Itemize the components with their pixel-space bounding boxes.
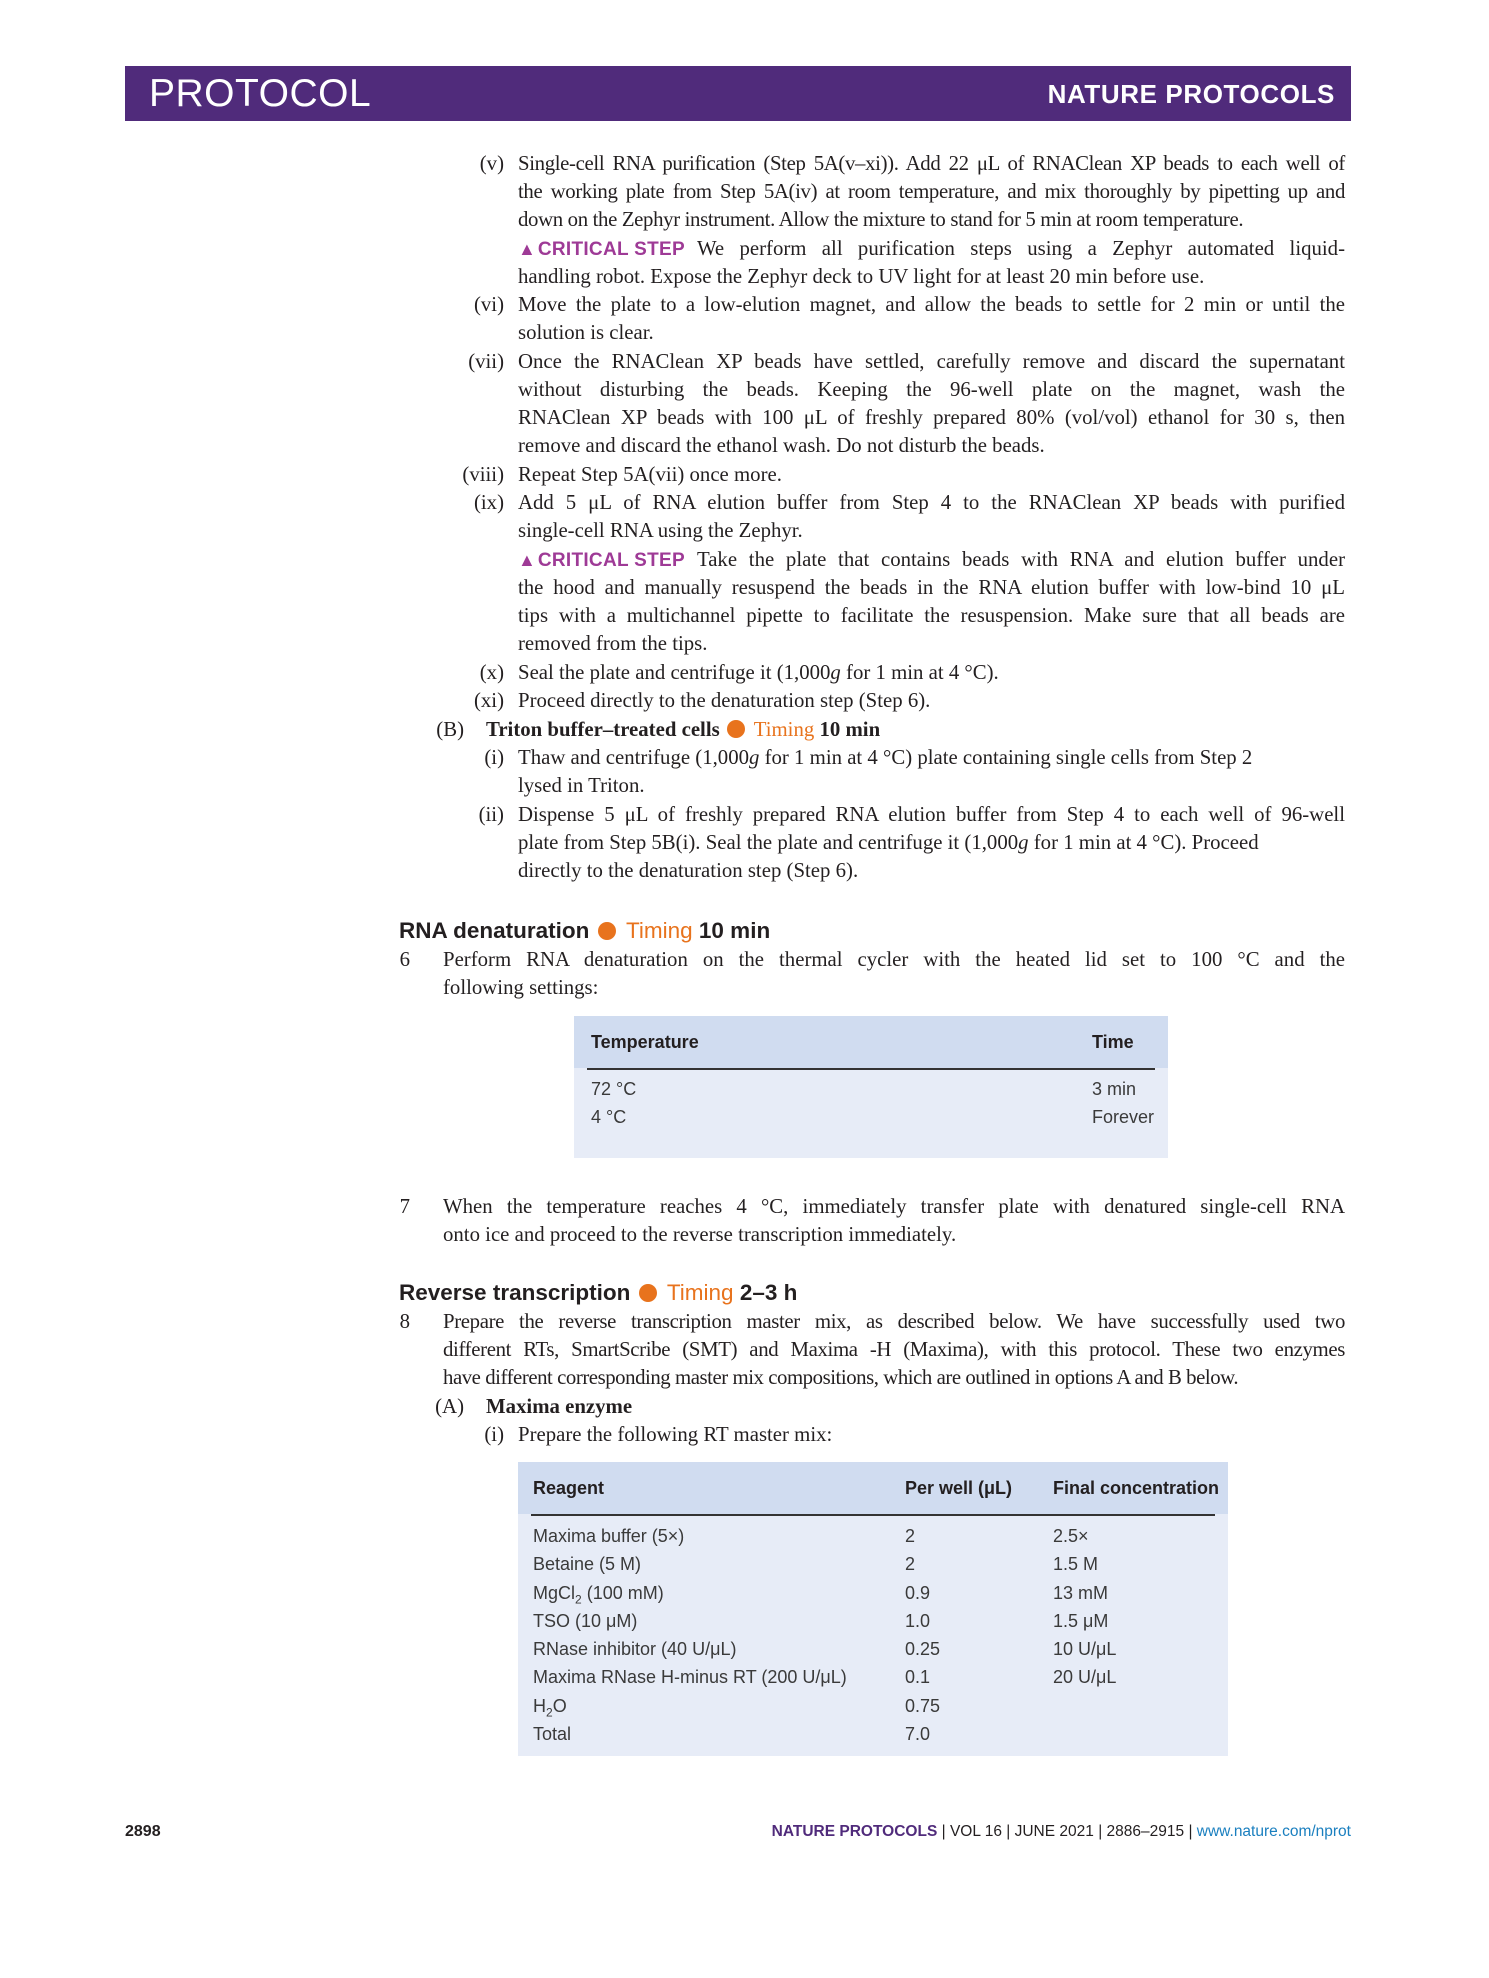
table-cell: Maxima RNase H-minus RT (200 U/μL)	[533, 1667, 847, 1687]
step-number: 7	[399, 1195, 410, 1218]
critical-step-text: Take the plate that contains beads with RNA and elution buffer under	[696, 548, 1345, 571]
option-label: (B)	[436, 718, 464, 741]
critical-step-label: CRITICAL STEP	[537, 550, 685, 571]
table-cell: 1.5 M	[1053, 1554, 1099, 1574]
timing-value: 10 min	[698, 918, 771, 943]
text-line: Move the plate to a low-elution magnet, and allow the beads to settle for 2 min or until the	[518, 293, 1345, 316]
footer-volume: VOL 16	[949, 1823, 1002, 1840]
table-cell: Betaine (5 M)	[533, 1554, 642, 1574]
timing-dot-icon	[727, 720, 745, 738]
table-cell: 72 °C	[591, 1079, 637, 1099]
text-line: different RTs, SmartScribe (SMT) and Maxima -H (Maxima), with this protocol. These two enzymes	[443, 1338, 1345, 1361]
text-line: single-cell RNA using the Zephyr.	[518, 519, 803, 542]
text-line: onto ice and proceed to the reverse transcription immediately.	[443, 1223, 957, 1246]
text-line: Thaw and centrifuge (1,000g for 1 min at 4 °C) plate containing single cells from Step 2	[518, 746, 1253, 769]
text-line: down on the Zephyr instrument. Allow the mixture to stand for 5 min at room temperature.	[518, 208, 1244, 231]
column-header: Temperature	[591, 1032, 699, 1052]
timing-label: Timing	[625, 918, 693, 943]
item-number: (i)	[484, 746, 504, 769]
timing-label: Timing	[753, 718, 815, 741]
critical-step-line	[518, 235, 1345, 264]
section-title: PROTOCOL	[149, 72, 372, 115]
item-number: (i)	[484, 1423, 504, 1446]
item-number: (ix)	[473, 491, 504, 514]
text-line: Single-cell RNA purification (Step 5A(v–xi)). Add 22 μL of RNAClean XP beads to each well of	[518, 152, 1345, 175]
footer-journal: NATURE PROTOCOLS	[771, 1823, 938, 1840]
table-cell: 13 mM	[1053, 1583, 1109, 1603]
table-cell: RNase inhibitor (40 U/μL)	[533, 1639, 737, 1659]
footer-date: JUNE 2021	[1014, 1823, 1094, 1840]
table-cell: Forever	[1092, 1107, 1155, 1127]
table-cell: 1.0	[905, 1611, 931, 1631]
critical-step-text: handling robot. Expose the Zephyr deck to UV light for at least 20 min before use.	[518, 265, 1205, 288]
footer-url-link[interactable]: www.nature.com/nprot	[1196, 1823, 1351, 1840]
critical-step-text: the hood and manually resuspend the beads in the RNA elution buffer with low-bind 10 μL	[518, 576, 1345, 599]
table-cell: Total	[533, 1724, 572, 1744]
table-cell: 2	[905, 1526, 916, 1546]
item-number: (viii)	[462, 463, 504, 486]
text-line: When the temperature reaches 4 °C, immediately transfer plate with denatured single-cell RNA	[443, 1195, 1345, 1218]
critical-step-text: We perform all purification steps using a Zephyr automated liquid-	[696, 237, 1345, 260]
table-cell: 0.25	[905, 1639, 941, 1659]
timing-dot-icon	[598, 922, 616, 940]
option-title-line	[486, 716, 880, 744]
option-title: Maxima enzyme	[486, 1395, 633, 1418]
option-title: Triton buffer–treated cells	[486, 718, 720, 741]
item-number: (x)	[479, 661, 504, 684]
timing-value: 10 min	[819, 718, 881, 741]
text-line: Repeat Step 5A(vii) once more.	[518, 463, 782, 486]
text-line: plate from Step 5B(i). Seal the plate and centrifuge it (1,000g for 1 min at 4 °C). Proceed	[518, 831, 1259, 854]
footer-pages: 2886–2915	[1106, 1823, 1185, 1840]
table-cell: 0.1	[905, 1667, 931, 1687]
option-label: (A)	[435, 1395, 464, 1418]
step-number: 8	[399, 1310, 410, 1333]
text-line: without disturbing the beads. Keeping the 96-well plate on the magnet, wash the	[518, 378, 1345, 401]
table-cell: Maxima buffer (5×)	[533, 1526, 685, 1546]
text-line: Prepare the following RT master mix:	[518, 1423, 833, 1446]
page-number: 2898	[125, 1823, 161, 1840]
item-number: (v)	[479, 152, 504, 175]
table-cell: 7.0	[905, 1724, 931, 1744]
footer-citation: NATURE PROTOCOLS | VOL 16 | JUNE 2021 | 2886–2915 | www.nature.com/nprot	[771, 1823, 1351, 1840]
table-cell: 4 °C	[591, 1107, 627, 1127]
table-cell: 10 U/μL	[1053, 1639, 1117, 1659]
text-line: Dispense 5 μL of freshly prepared RNA elution buffer from Step 4 to each well of 96-well	[518, 803, 1345, 826]
text-line: Prepare the reverse transcription master mix, as described below. We have successfully used two	[443, 1310, 1345, 1333]
table-cell: 0.9	[905, 1583, 931, 1603]
text-line: following settings:	[443, 976, 599, 999]
column-header: Time	[1092, 1032, 1134, 1052]
section-heading-reverse-transcription: Reverse transcription Timing 2–3 h	[399, 1280, 798, 1305]
timing-label: Timing	[666, 1280, 734, 1305]
text-line: lysed in Triton.	[518, 774, 645, 797]
timing-dot-icon	[639, 1284, 657, 1302]
table-cell: $H_2O$	[533, 1696, 567, 1720]
table-cell: 20 U/μL	[1053, 1667, 1117, 1687]
table-cell: MgCl$_2$ (100 mM)	[533, 1583, 664, 1607]
item-number: (xi)	[473, 689, 504, 712]
column-header: Reagent	[533, 1478, 605, 1498]
text-line: have different corresponding master mix compositions, which are outlined in options A and B below.	[443, 1366, 1239, 1389]
text-line: directly to the denaturation step (Step 6).	[518, 859, 859, 882]
critical-step-text: tips with a multichannel pipette to facilitate the resuspension. Make sure that all beads are	[518, 604, 1345, 627]
text-line: the working plate from Step 5A(iv) at room temperature, and mix thoroughly by pipetting up and	[518, 180, 1345, 203]
text-line: Perform RNA denaturation on the thermal cycler with the heated lid set to 100 °C and the	[443, 948, 1345, 971]
journal-title: NATURE PROTOCOLS	[1047, 79, 1335, 109]
critical-step-text: removed from the tips.	[518, 632, 708, 655]
table-rule	[587, 1068, 1155, 1070]
table-cell: 3 min	[1092, 1079, 1137, 1099]
timing-value: 2–3 h	[739, 1280, 798, 1305]
item-number: (vii)	[468, 350, 504, 373]
item-number: (vi)	[473, 293, 504, 316]
table-rule	[531, 1514, 1215, 1516]
section-heading-rna-denaturation: RNA denaturation Timing 10 min	[399, 918, 771, 943]
table-cell: TSO (10 μM)	[533, 1611, 638, 1631]
column-header: Per well (μL)	[905, 1478, 1013, 1498]
step-number: 6	[399, 948, 410, 971]
critical-step-label: CRITICAL STEP	[537, 239, 685, 260]
warning-triangle-icon: ▲	[518, 550, 536, 570]
text-line: Proceed directly to the denaturation step (Step 6).	[518, 689, 931, 712]
table-cell: 0.75	[905, 1696, 941, 1716]
text-line: remove and discard the ethanol wash. Do not disturb the beads.	[518, 434, 1045, 457]
warning-triangle-icon: ▲	[518, 239, 536, 259]
text-line: Once the RNAClean XP beads have settled, carefully remove and discard the supernatant	[518, 350, 1345, 373]
text-line: solution is clear.	[518, 321, 654, 344]
column-header: Final concentration	[1053, 1478, 1220, 1498]
table-cell: 2.5×	[1053, 1526, 1089, 1546]
text-line: RNAClean XP beads with 100 μL of freshly prepared 80% (vol/vol) ethanol for 30 s, then	[518, 406, 1345, 429]
settings-table	[574, 1016, 1168, 1158]
critical-step-line	[518, 546, 1345, 575]
table-cell: 2	[905, 1554, 916, 1574]
item-number: (ii)	[478, 803, 504, 826]
table-cell: 1.5 μM	[1053, 1611, 1109, 1631]
header-bar	[125, 66, 1351, 121]
text-line: Add 5 μL of RNA elution buffer from Step 4 to the RNAClean XP beads with purified	[518, 491, 1345, 514]
text-line: Seal the plate and centrifuge it (1,000g for 1 min at 4 °C).	[518, 661, 999, 684]
rt-master-mix-table	[518, 1462, 1228, 1756]
